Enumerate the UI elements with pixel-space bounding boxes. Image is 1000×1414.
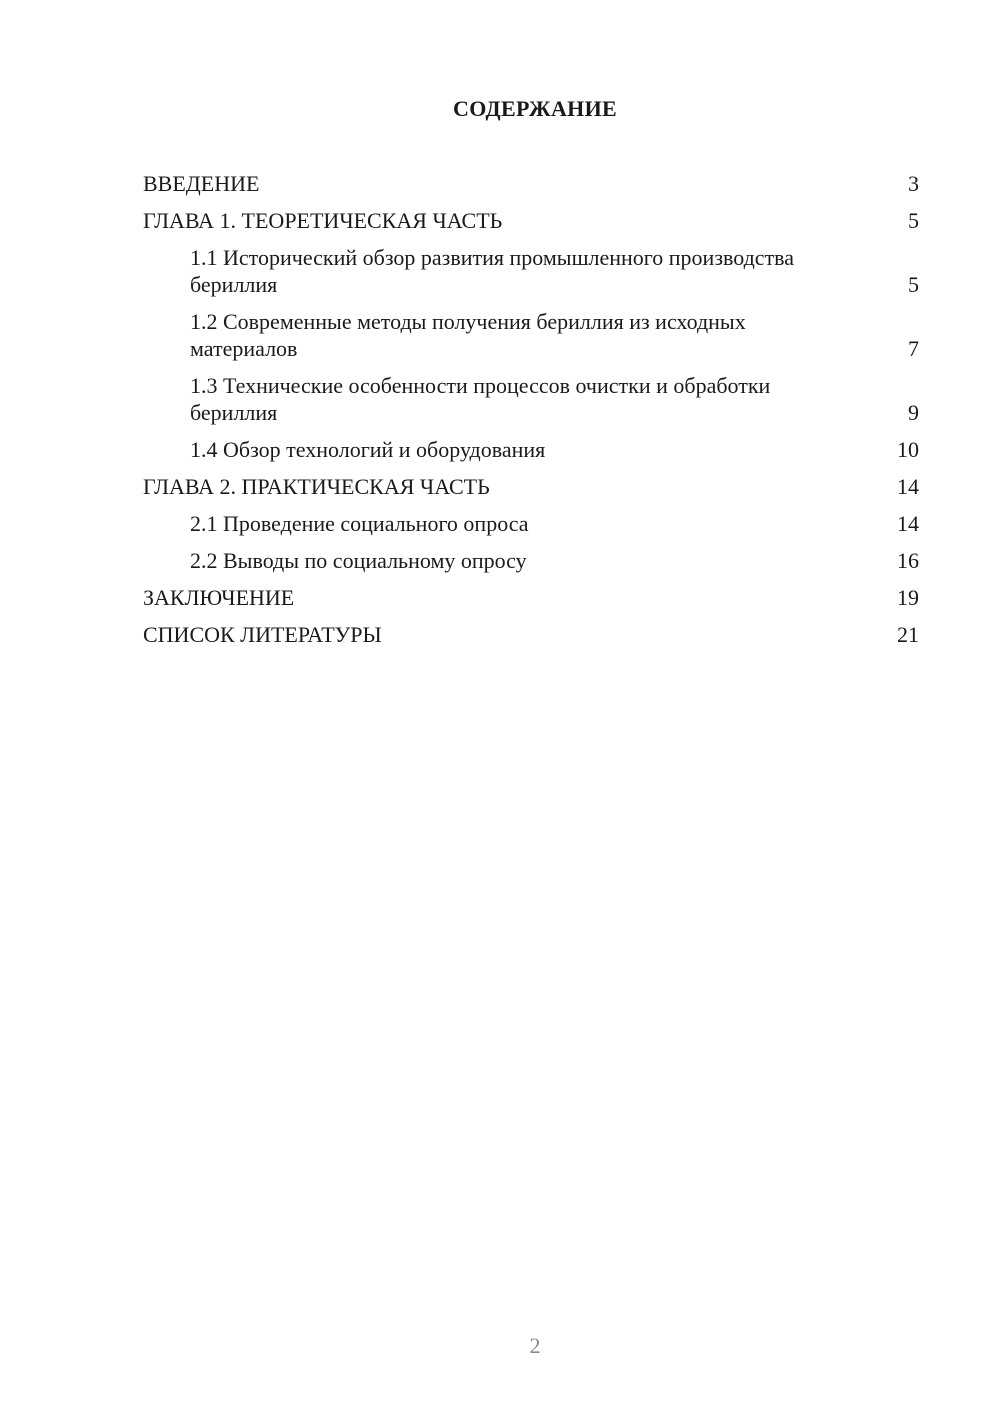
toc-entry-page: 5 <box>908 208 919 233</box>
toc-entry-chapter-1[interactable] <box>143 207 919 234</box>
toc-entry-label: 2.1 Проведение социального опроса <box>190 511 529 536</box>
toc-entry-page: 9 <box>908 400 919 425</box>
toc-entry-page: 7 <box>908 336 919 361</box>
toc-entry-section-2-2[interactable] <box>143 547 919 574</box>
toc-entry-section-1-4[interactable] <box>143 436 919 463</box>
toc-entry-page: 16 <box>897 548 919 573</box>
toc-entry-label: ГЛАВА 2. ПРАКТИЧЕСКАЯ ЧАСТЬ <box>143 474 490 499</box>
toc-entry-page: 14 <box>897 474 919 499</box>
page-number: 2 <box>529 1333 541 1358</box>
table-of-contents <box>143 170 919 658</box>
toc-entry-label: 1.2 Современные методы получения бериллия из исходных материалов <box>190 309 746 361</box>
toc-entry-label: 1.4 Обзор технологий и оборудования <box>190 437 546 462</box>
toc-entry-label: ВВЕДЕНИЕ <box>143 171 260 196</box>
toc-entry-page: 5 <box>908 272 919 297</box>
toc-entry-page: 21 <box>897 622 919 647</box>
toc-entry-label: ЗАКЛЮЧЕНИЕ <box>143 585 295 610</box>
toc-entry-section-1-2[interactable] <box>143 308 919 362</box>
toc-entry-label: 1.3 Технические особенности процессов очистки и обработки бериллия <box>190 373 771 425</box>
toc-entry-label: 2.2 Выводы по социальному опросу <box>190 548 527 573</box>
toc-entry-chapter-2[interactable] <box>143 473 919 500</box>
toc-entry-page: 19 <box>897 585 919 610</box>
toc-entry-section-2-1[interactable] <box>143 510 919 537</box>
toc-entry-label: 1.1 Исторический обзор развития промышленного производства бериллия <box>190 245 795 297</box>
toc-entry-label: СПИСОК ЛИТЕРАТУРЫ <box>143 622 382 647</box>
toc-entry-conclusion[interactable] <box>143 584 919 611</box>
toc-entry-page: 10 <box>897 437 919 462</box>
toc-title: СОДЕРЖАНИЕ <box>453 96 617 121</box>
toc-entry-label: ГЛАВА 1. ТЕОРЕТИЧЕСКАЯ ЧАСТЬ <box>143 208 503 233</box>
toc-entry-section-1-3[interactable] <box>143 372 919 426</box>
toc-entry-section-1-1[interactable] <box>143 244 919 298</box>
toc-entry-page: 14 <box>897 511 919 536</box>
toc-entry-page: 3 <box>908 171 919 196</box>
toc-entry-introduction[interactable] <box>143 170 919 197</box>
toc-entry-bibliography[interactable] <box>143 621 919 648</box>
